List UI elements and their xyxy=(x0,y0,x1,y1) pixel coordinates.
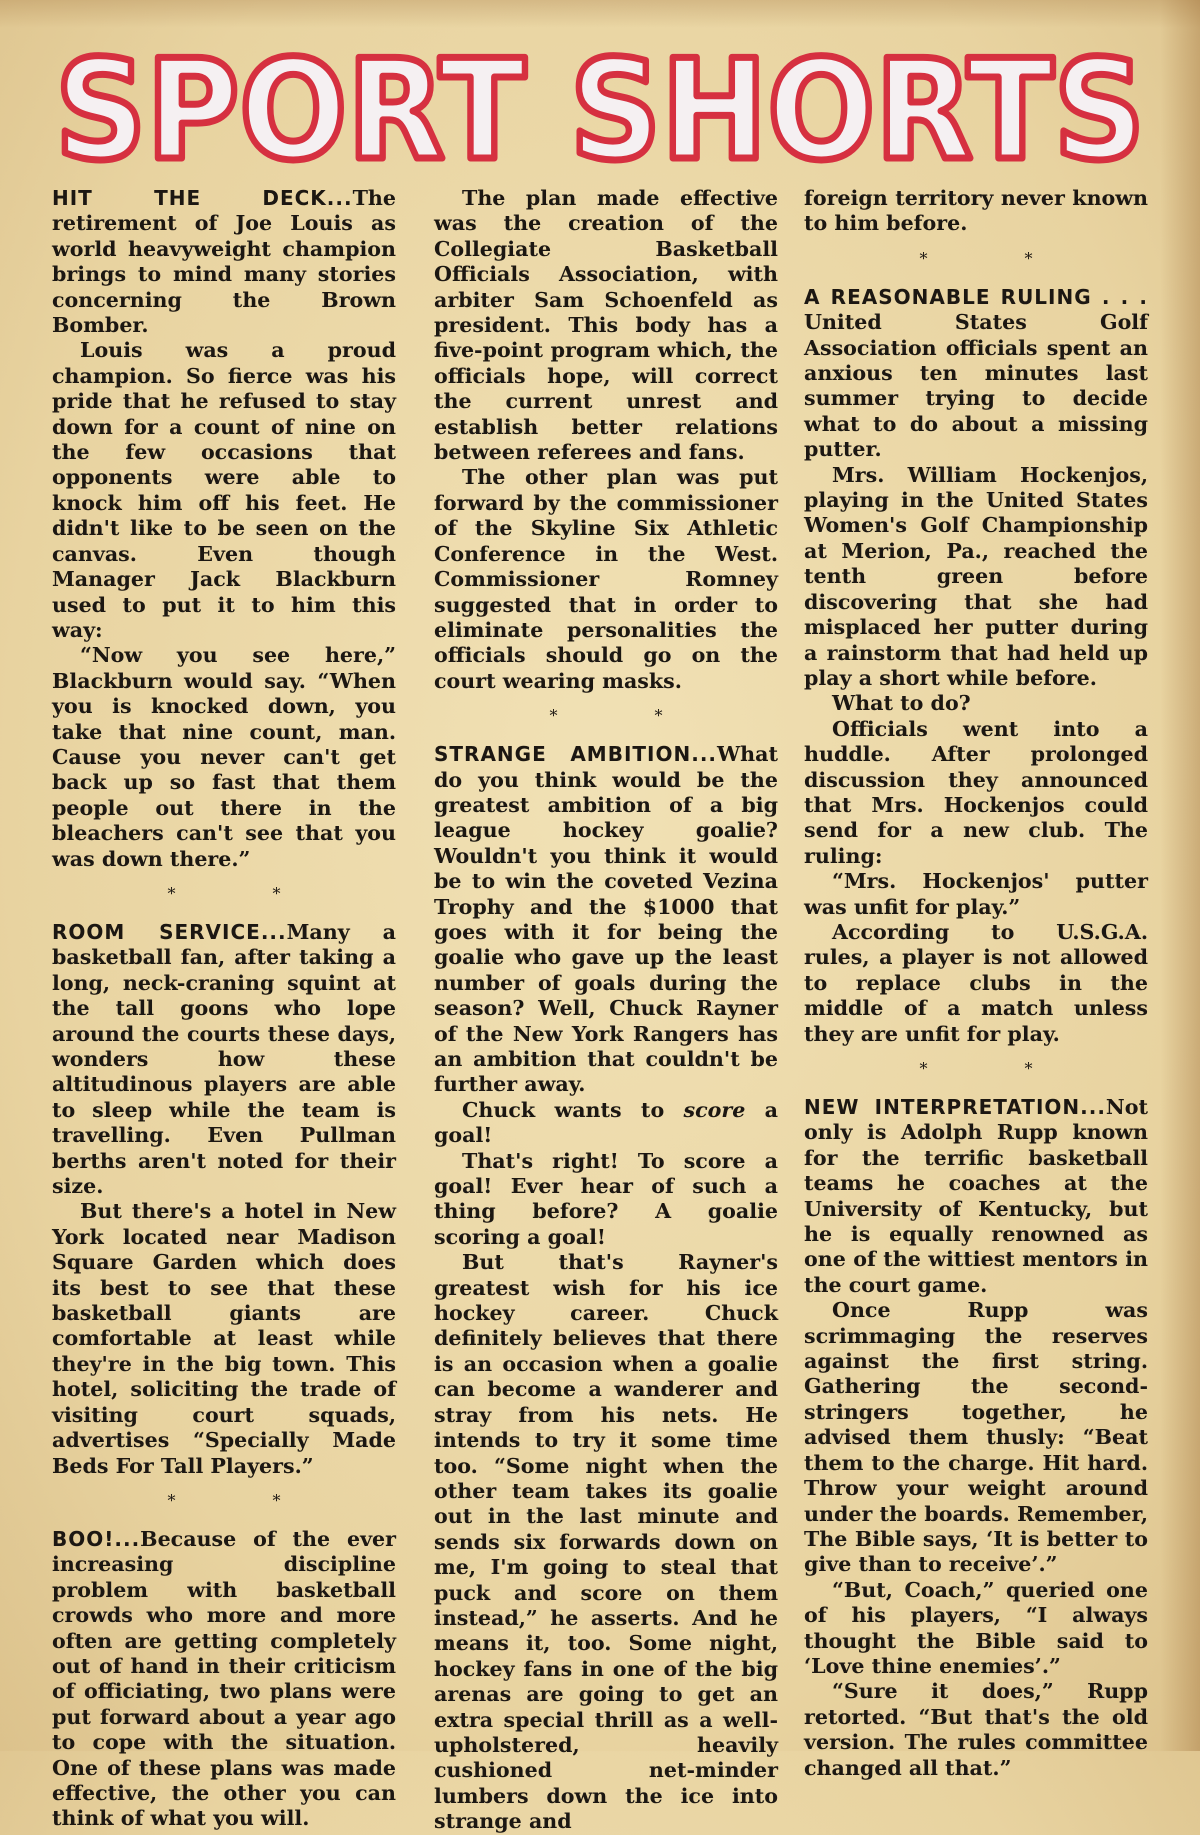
column-1 xyxy=(52,186,396,1832)
section-heading: HIT THE DECK xyxy=(52,186,327,210)
paragraph: NEW INTERPRETATION...Not only is Adolph Rupp known for the terrific basketball teams he coaches at the University of Kentucky, but he is equally renowned as one of the wittiest mentors in the court game. xyxy=(804,1095,1148,1297)
paragraph: “Mrs. Hockenjos' putter was unfit for play.” xyxy=(804,869,1148,919)
paragraph: Once Rupp was scrimmaging the reserves against the first string. Gathering the second-stringers together, he advised them thusly: “Beat them to the charge. Hit hard. Throw your weight around under the boards. Remember, The Bible says, ‘It is better to give than to receive’.” xyxy=(804,1298,1148,1577)
section-separator: * * xyxy=(919,1059,1079,1078)
paragraph-text: What do you think would be the greatest ambition of a big league hockey goalie? Wouldn't you think it would be to win the coveted Vezina Trophy and the $1000 that goes with it for being the goalie who gave up the least number of goals during the season? Well, Chuck Rayner of the New York Rangers has an ambition that couldn't be further away. xyxy=(434,742,778,1097)
paragraph: Officials went into a huddle. After prolonged discussion they announced that Mrs. Hockenjos could send for a new club. The ruling: xyxy=(804,716,1148,868)
paragraph-text: United States Golf Association officials spent an anxious ten minutes last summer trying to decide what to do about a missing putter. xyxy=(804,310,1148,462)
paragraph: STRANGE AMBITION...What do you think would be the greatest ambition of a big league hockey goalie? Wouldn't you think it would be to win the coveted Vezina Trophy and the $1000 that goes with it for being the goalie who gave up the least number of goals during the season? Well, Chuck Rayner of the New York Rangers has an ambition that couldn't be further away. xyxy=(434,742,778,1097)
section-heading: STRANGE AMBITION xyxy=(434,742,692,767)
page-edge-shading-right xyxy=(1160,0,1200,1751)
paragraph: That's right! To score a goal! Ever hear of such a thing before? A goalie scoring a goal! xyxy=(434,1148,778,1249)
section-separator: * * xyxy=(167,1490,327,1510)
paragraph-text: Many a basketball fan, after taking a long, neck-craning squint at the tall goons who lope around the courts these days, wonders how these altitudinous players are able to sleep while the team is travelling. Even Pullman berths aren't noted for their size. xyxy=(52,919,397,1199)
paragraph-text: Chuck wants to xyxy=(462,1097,684,1122)
section-separator: * * xyxy=(919,248,1079,268)
paragraph: Mrs. William Hockenjos, playing in the United States Women's Golf Championship at Merion, Pa., reached the tenth green before discovering that she had misplaced her putter during a rainstorm that had held up play a short while before. xyxy=(804,462,1148,690)
paragraph xyxy=(434,1098,778,1149)
article-columns xyxy=(52,186,1152,1834)
emphasis-text: score xyxy=(683,1097,746,1122)
paragraph: But there's a hotel in New York located near Madison Square Garden which does its best to see that these basketball giants are comfortable at least while they're in the big town. This hotel, soliciting the trade of visiting court squads, advertises “Specially Made Beds For Tall Players.” xyxy=(52,1199,396,1478)
page-title xyxy=(0,40,1200,180)
section-heading: BOO! xyxy=(52,1526,115,1551)
paragraph: “But, Coach,” queried one of his players, “I always thought the Bible said to ‘Love thine enemies’.” xyxy=(804,1577,1148,1678)
paragraph: “Now you see here,” Blackburn would say. “When you is knocked down, you take that nine count, man. Cause you never can't get back up so fast that them people out there in the bleachers can't see that you was down there.” xyxy=(52,643,396,871)
paragraph-text: The retirement of Joe Louis as world heavyweight champion brings to mind many stories concerning the Brown Bomber. xyxy=(52,186,396,338)
paragraph-text: a goal! xyxy=(434,1097,778,1148)
paragraph: foreign territory never known to him before. xyxy=(804,186,1148,236)
section-separator: * * xyxy=(549,706,709,726)
paragraph-text: Not only is Adolph Rupp known for the terrific basketball teams he coaches at the University of Kentucky, but he is equally renowned as one of the wittiest mentors in the court game. xyxy=(804,1095,1148,1297)
paragraph: But that's Rayner's greatest wish for his ice hockey career. Chuck definitely believes that there is an occasion when a goalie can become a wanderer and stray from his nets. He intends to try it some time too. “Some night when the other team takes its goalie out in the last minute and sends six forwards down on me, I'm going to steal that puck and score on them instead,” he asserts. And he means it, too. Some night, hockey fans in one of the big arenas are going to get an extra special thrill as a well-upholstered, heavily cushioned net-minder lumbers down the ice into strange and xyxy=(434,1250,778,1834)
paragraph: HIT THE DECK...The retirement of Joe Louis as world heavyweight champion brings to mind many stories concerning the Brown Bomber. xyxy=(52,186,396,338)
section-separator: * * xyxy=(167,883,327,903)
title-text: SPORT SHORTS xyxy=(55,40,1145,180)
paragraph xyxy=(804,285,1148,463)
paragraph: According to U.S.G.A. rules, a player is not allowed to replace clubs in the middle of a match unless they are unfit for play. xyxy=(804,919,1148,1046)
section-heading: A REASONABLE RULING . . . xyxy=(804,284,1148,309)
title-lettering xyxy=(0,40,1200,180)
paragraph: What to do? xyxy=(832,691,971,716)
section-heading: NEW INTERPRETATION xyxy=(804,1095,1081,1119)
paragraph: Louis was a proud champion. So fierce was his pride that he refused to stay down for a count of nine on the few occasions that opponents were able to knock him off his feet. He didn't like to be seen on the canvas. Even though Manager Jack Blackburn used to put it to him this way: xyxy=(52,338,396,642)
column-2 xyxy=(434,186,778,1835)
page-edge-shading xyxy=(0,0,1200,28)
paragraph: “Sure it does,” Rupp retorted. “But that's the old version. The rules committee changed all that.” xyxy=(804,1679,1148,1780)
paragraph: The plan made effective was the creation of the Collegiate Basketball Officials Association, with arbiter Sam Schoenfeld as president. This body has a five-point program which, the officials hope, will correct the current unrest and establish better relations between referees and fans. xyxy=(434,186,778,465)
paragraph: The other plan was put forward by the commissioner of the Skyline Six Athletic Conference in the West. Commissioner Romney suggested that in order to eliminate personalities the officials should go on the court wearing masks. xyxy=(434,465,778,693)
paragraph: BOO!...Because of the ever increasing discipline problem with basketball crowds who more and more often are getting completely out of hand in their criticism of officiating, two plans were put forward about a year ago to cope with the situation. One of these plans was made effective, the other you can think of what you will. xyxy=(52,1526,396,1831)
paragraph: ROOM SERVICE...Many a basketball fan, after taking a long, neck-craning squint at the tall goons who lope around the courts these days, wonders how these altitudinous players are able to sleep while the team is travelling. Even Pullman berths aren't noted for their size. xyxy=(52,919,397,1199)
paragraph-text: Because of the ever increasing discipline problem with basketball crowds who more and more often are getting completely out of hand in their criticism of officiating, two plans were put forward about a year ago to cope with the situation. One of these plans was made effective, the other you can think of what you will. xyxy=(52,1526,396,1831)
section-heading: ROOM SERVICE xyxy=(52,919,261,944)
column-3 xyxy=(804,186,1148,1781)
